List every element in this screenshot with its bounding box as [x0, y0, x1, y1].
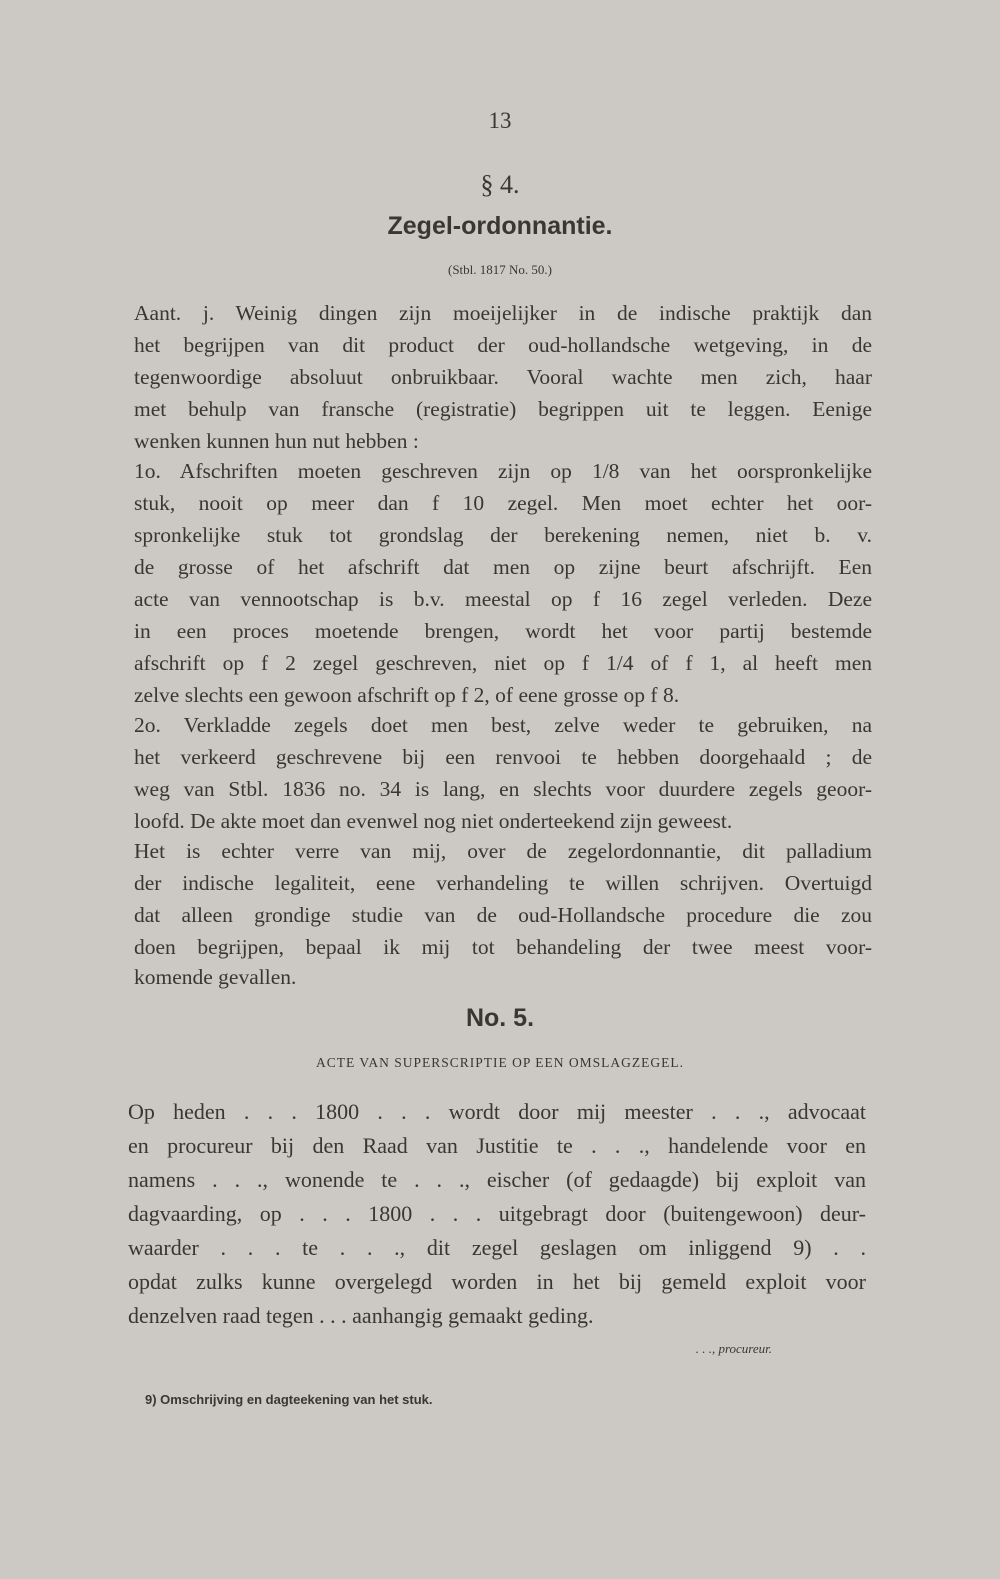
- text-line: stuk, nooit op meer dan f 10 zegel. Men moet echter het oor-: [134, 491, 872, 515]
- text-line: 1o. Afschriften moeten geschreven zijn op 1/8 van het oorspronkelijke: [134, 459, 872, 483]
- page-number: 13: [488, 108, 512, 133]
- text-line: tegenwoordige absoluut onbruikbaar. Vooral wachte men zich, haar: [134, 365, 872, 389]
- text-line: loofd. De akte moet dan evenwel nog niet onderteekend zijn geweest.: [134, 809, 733, 833]
- text-line: afschrift op f 2 zegel geschreven, niet op f 1/4 of f 1, al heeft men: [134, 651, 872, 675]
- form-title: ACTE VAN SUPERSCRIPTIE OP EEN OMSLAGZEGEL.: [315, 1055, 685, 1070]
- footnote: 9) Omschrijving en dagteekening van het stuk.: [145, 1392, 433, 1407]
- text-line: met behulp van fransche (registratie) begrippen uit te leggen. Eenige: [134, 397, 872, 421]
- section-title: Zegel-ordonnantie.: [387, 212, 613, 240]
- text-line: 2o. Verkladde zegels doet men best, zelve weder te gebruiken, na: [134, 713, 872, 737]
- text-line: der indische legaliteit, eene verhandeling te willen schrijven. Overtuigd: [134, 871, 872, 895]
- text-line: weg van Stbl. 1836 no. 34 is lang, en slechts voor duurdere zegels geoor-: [134, 777, 872, 801]
- act-line: dagvaarding, op . . . 1800 . . . uitgebragt door (buitengewoon) deur-: [128, 1201, 866, 1226]
- text-line: dat alleen grondige studie van de oud-Hollandsche procedure die zou: [134, 903, 872, 927]
- text-line: Het is echter verre van mij, over de zegelordonnantie, dit palladium: [134, 839, 872, 863]
- text-line: de grosse of het afschrift dat men op zijne beurt afschrijft. Een: [134, 555, 872, 579]
- act-line: denzelven raad tegen . . . aanhangig gemaakt geding.: [128, 1303, 594, 1328]
- text-line: acte van vennootschap is b.v. meestal op f 16 zegel verleden. Deze: [134, 587, 872, 611]
- text-line: spronkelijke stuk tot grondslag der berekening nemen, niet b. v.: [134, 523, 872, 547]
- text-line: doen begrijpen, bepaal ik mij tot behandeling der twee meest voor-: [134, 935, 872, 959]
- text-line: het verkeerd geschrevene bij een renvooi te hebben doorgehaald ; de: [134, 745, 872, 769]
- text-line: komende gevallen.: [134, 965, 297, 989]
- section-mark: § 4.: [480, 170, 520, 199]
- text-line: zelve slechts een gewoon afschrift op f 2, of eene grosse op f 8.: [134, 683, 680, 707]
- act-line: namens . . ., wonende te . . ., eischer (of gedaagde) bij exploit van: [128, 1167, 866, 1192]
- signature-line: . . ., procureur.: [695, 1341, 772, 1356]
- text-line: Aant. j. Weinig dingen zijn moeijelijker in de indische praktijk dan: [134, 301, 872, 325]
- text-line: het begrijpen van dit product der oud-hollandsche wetgeving, in de: [134, 333, 872, 357]
- form-number: No. 5.: [465, 1004, 535, 1032]
- act-line: waarder . . . te . . ., dit zegel geslagen om inliggend 9) . .: [128, 1235, 866, 1260]
- text-line: wenken kunnen hun nut hebben :: [134, 429, 419, 453]
- text-line: in een proces moetende brengen, wordt het voor partij bestemde: [134, 619, 872, 643]
- act-line: Op heden . . . 1800 . . . wordt door mij meester . . ., advocaat: [128, 1099, 866, 1124]
- source-reference: (Stbl. 1817 No. 50.): [448, 262, 552, 277]
- act-line: en procureur bij den Raad van Justitie te . . ., handelende voor en: [128, 1133, 866, 1158]
- act-line: opdat zulks kunne overgelegd worden in het bij gemeld exploit voor: [128, 1269, 866, 1294]
